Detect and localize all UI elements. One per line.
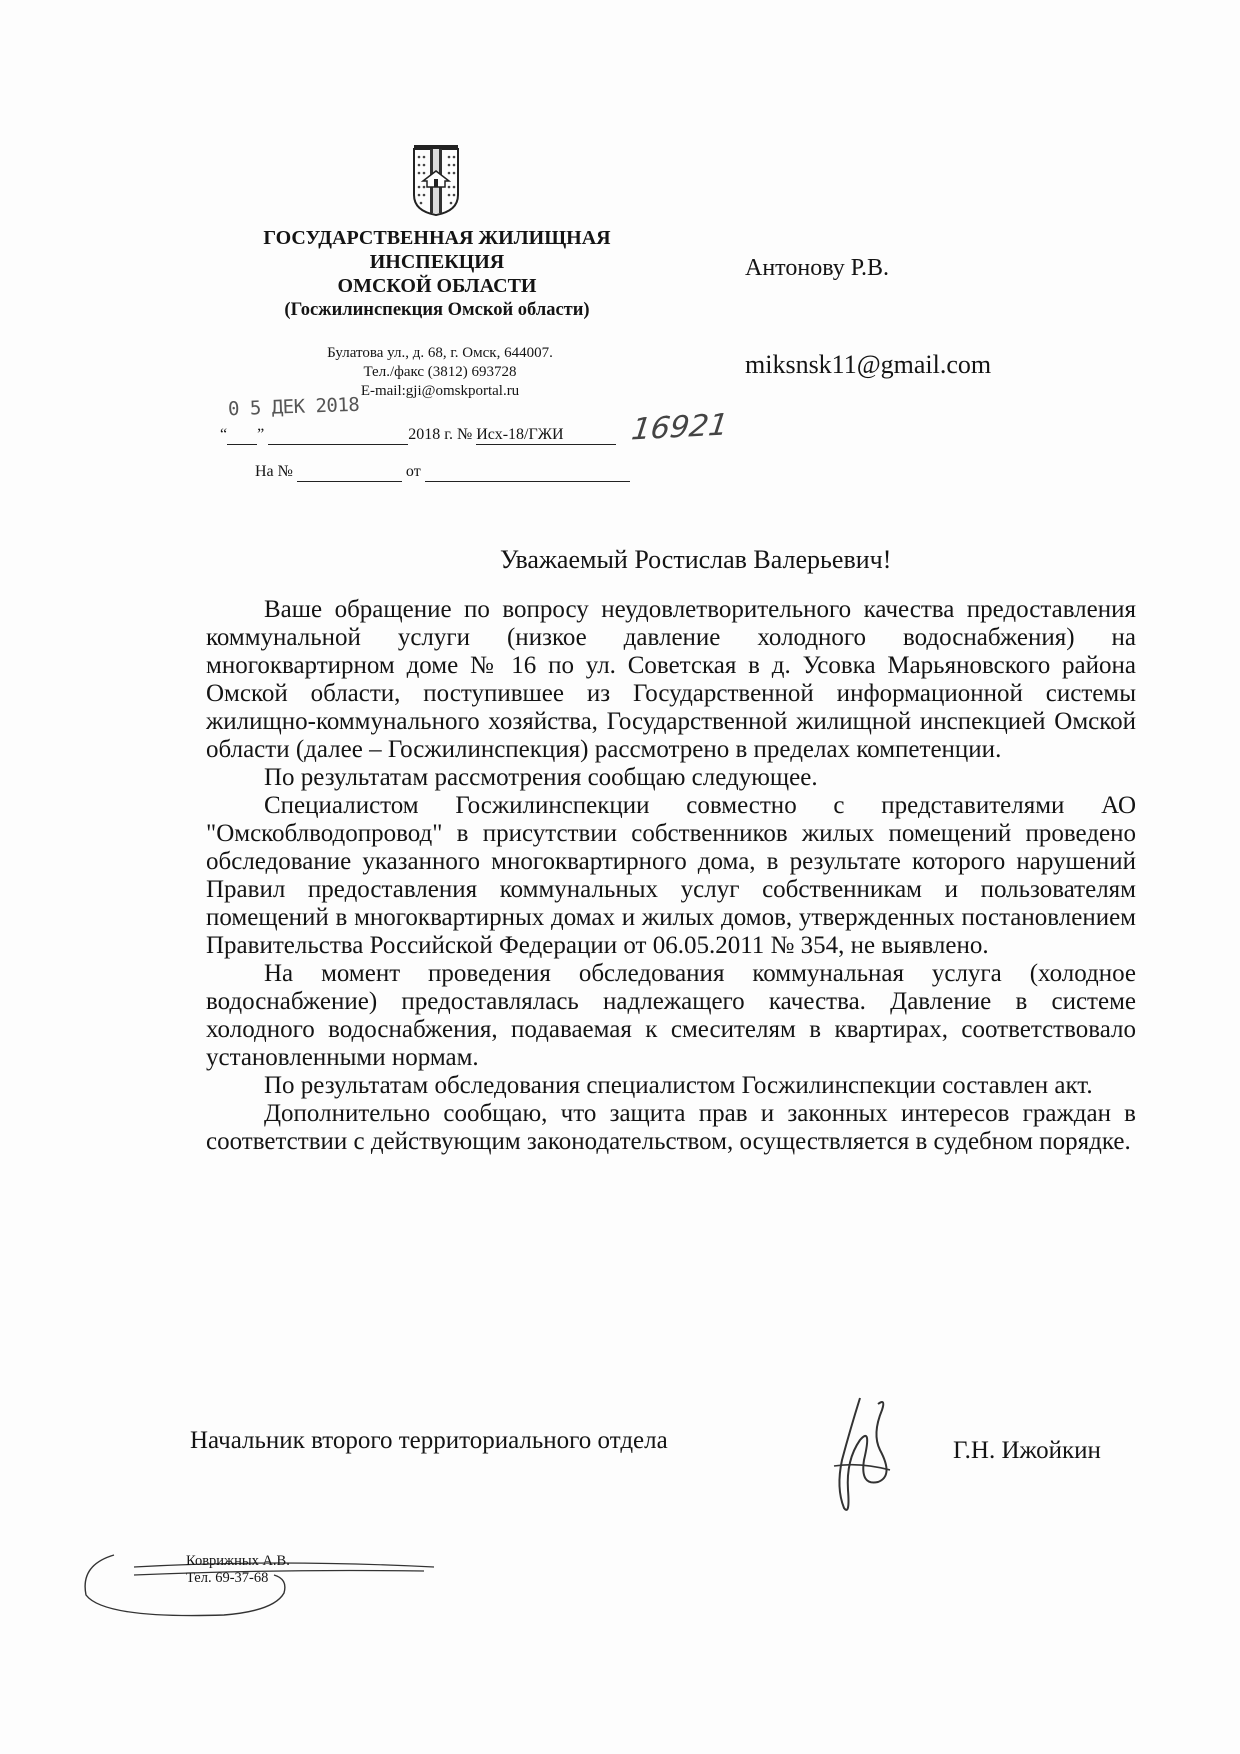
year-suffix: 2018 г. (408, 426, 453, 443)
number-label: № (456, 426, 473, 443)
executor-name: Коврижных А.В. (186, 1553, 290, 1569)
date-stamp: 0 5 ДЕК 2018 (227, 393, 360, 421)
letter-greeting: Уважаемый Ростислав Валерьевич! (500, 545, 892, 574)
executor-phone: Тел. 69-37-68 (186, 1570, 269, 1586)
paragraph: Ваше обращение по вопросу неудовлетворительного качества предоставления коммунальной услуги (низкое давление холодного водоснабжения) на многоквартирном доме № 16 по ул. Советская в д. Усовка Марьяновского района Омской области, поступившее из Государственной информационной системы жилищно-коммунального хозяйства, Государственной жилищной инспекцией Омской области (далее – Госжилинспекция) рассмотрено в пределах компетенции. (206, 596, 1136, 763)
org-address: Булатова ул., д. 68, г. Омск, 644007. (327, 345, 553, 361)
addressee-email: miksnsk11@gmail.com (745, 350, 992, 379)
omsk-coat-of-arms-icon (411, 143, 461, 217)
outgoing-number-blank (564, 426, 616, 445)
reference-line (255, 463, 630, 482)
na-label: На № (255, 463, 293, 480)
org-phone: Тел./факс (3812) 693728 (363, 364, 517, 380)
signer-position: Начальник второго территориального отдела (190, 1427, 668, 1454)
org-name-line3: ОМСКОЙ ОБЛАСТИ (337, 275, 537, 297)
org-name-line2: ИНСПЕКЦИЯ (369, 251, 505, 273)
handwritten-signature-icon (820, 1390, 910, 1520)
handwritten-number: 16921 (629, 407, 730, 448)
addressee-name: Антонову Р.В. (745, 255, 890, 281)
day-field (227, 426, 257, 445)
executor-info (186, 1553, 290, 1587)
quote-close: ” (257, 426, 265, 443)
month-field (268, 426, 408, 445)
paragraph: Специалистом Госжилинспекции совместно с представителями АО "Омскоблводопровод" в присутствии собственников жилых помещений проведено обследование указанного многоквартирного дома, в результате которого нарушений Правил предоставления коммунальных услуг собственникам и пользователям помещений в многоквартирных домах и жилых домов, утвержденных постановлением Правительства Российской Федерации от 06.05.2011 № 354, не выявлено. (206, 792, 1136, 959)
letter-body (206, 596, 1136, 1156)
org-short-name: (Госжилинспекция Омской области) (284, 300, 590, 320)
signer-name: Г.Н. Ижойкин (953, 1437, 1101, 1464)
ot-label: от (405, 463, 421, 480)
quote-open: “ (220, 426, 228, 443)
ref-date-field (425, 463, 630, 482)
org-name-line1: ГОСУДАРСТВЕННАЯ ЖИЛИЩНАЯ (263, 227, 611, 249)
paragraph: На момент проведения обследования коммунальная услуга (холодное водоснабжение) предоставлялась надлежащего качества. Давление в системе холодного водоснабжения, подаваемая к смесителям в квартирах, соответствовало установленными нормам. (206, 960, 1136, 1071)
organization-header (222, 226, 652, 322)
paragraph: По результатам рассмотрения сообщаю следующее. (264, 764, 818, 791)
org-contacts (270, 344, 610, 401)
ref-number-field (297, 463, 402, 482)
org-email: E-mail:gji@omskportal.ru (360, 383, 520, 399)
paragraph: Дополнительно сообщаю, что защита прав и законных интересов граждан в соответствии с действующим законодательством, осуществляется в судебном порядке. (206, 1100, 1136, 1155)
outgoing-number: Исх-18/ГЖИ (476, 426, 564, 443)
paragraph: По результатам обследования специалистом Госжилинспекции составлен акт. (264, 1072, 1093, 1099)
